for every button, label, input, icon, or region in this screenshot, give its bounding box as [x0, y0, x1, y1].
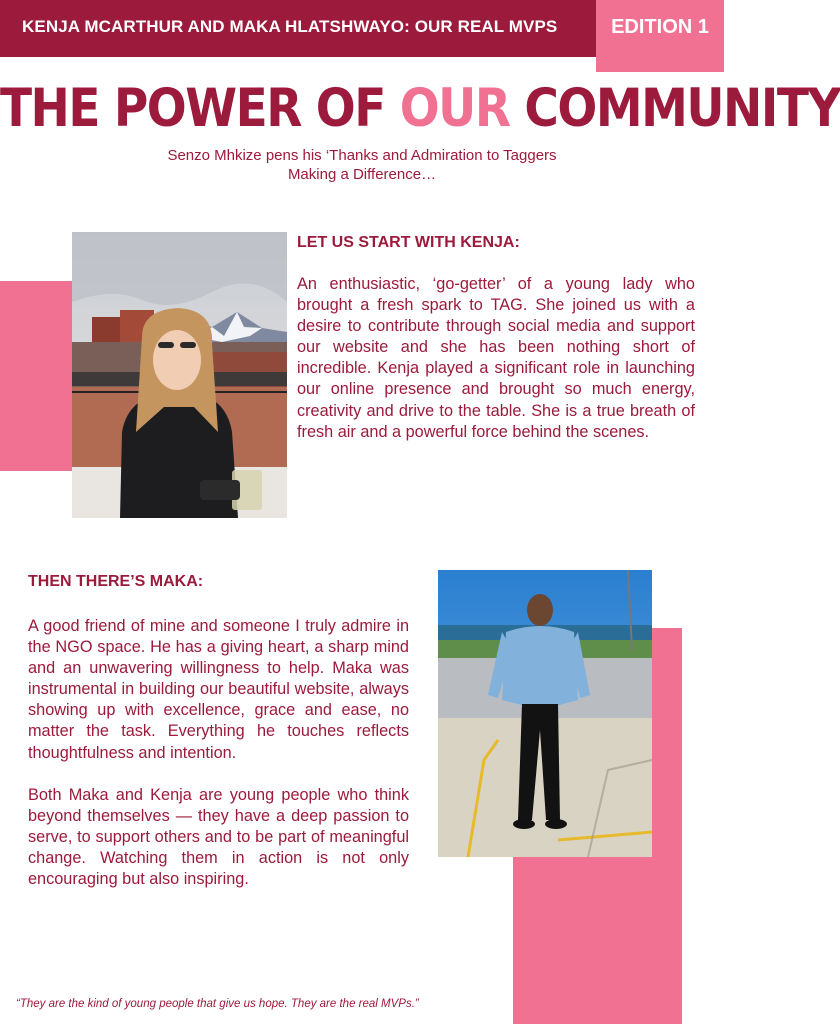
subheading-line-2: Making a Difference… — [287, 166, 437, 183]
kenja-paragraph: An enthusiastic, ‘go-getter’ of a young lady who brought a fresh spark to TAG. She joined us with a desire to contribute through social media and support our website and she has been nothing short of incredible. Kenja played a significant role in launching our online presence and brought so much energy, creativity and drive to the table. She is a true breath of fresh air and a powerful force behind the scenes. — [297, 275, 695, 441]
maka-heading: THEN THERE’S MAKA: — [28, 573, 204, 590]
maka-photo — [438, 570, 652, 857]
footer-quote: “They are the kind of young people that give us hope. They are the real MVPs.” — [16, 998, 419, 1010]
pink-accent-block-left — [0, 281, 72, 471]
subheading-line-1: Senzo Mhkize pens his ‘Thanks and Admiration to Taggers — [167, 147, 557, 164]
subheading — [0, 146, 724, 184]
kenja-photo — [72, 232, 287, 518]
maka-text — [28, 616, 409, 890]
header-title: KENJA MCARTHUR AND MAKA HLATSHWAYO: OUR REAL MVPS — [22, 17, 558, 36]
closing-paragraph: Both Maka and Kenja are young people who think beyond themselves — they have a deep passion to serve, to support others and to be part of meaningful change. Watching them in action is not only encouraging but also inspiring. — [28, 785, 409, 889]
page-title — [0, 78, 840, 140]
title-accent: OUR — [399, 78, 510, 140]
edition-label: EDITION 1 — [611, 16, 709, 38]
title-part-1: THE POWER OF — [0, 78, 400, 140]
kenja-heading: LET US START WITH KENJA: — [297, 234, 520, 251]
title-part-2: COMMUNITY — [509, 78, 840, 140]
maka-paragraph: A good friend of mine and someone I truly admire in the NGO space. He has a giving heart, a sharp mind and an unwavering willingness to help. Maka was instrumental in building our beautiful website, always showing up with excellence, grace and ease, no matter the task. Everything he touches reflects thoughtfulness and intention. — [28, 617, 409, 762]
